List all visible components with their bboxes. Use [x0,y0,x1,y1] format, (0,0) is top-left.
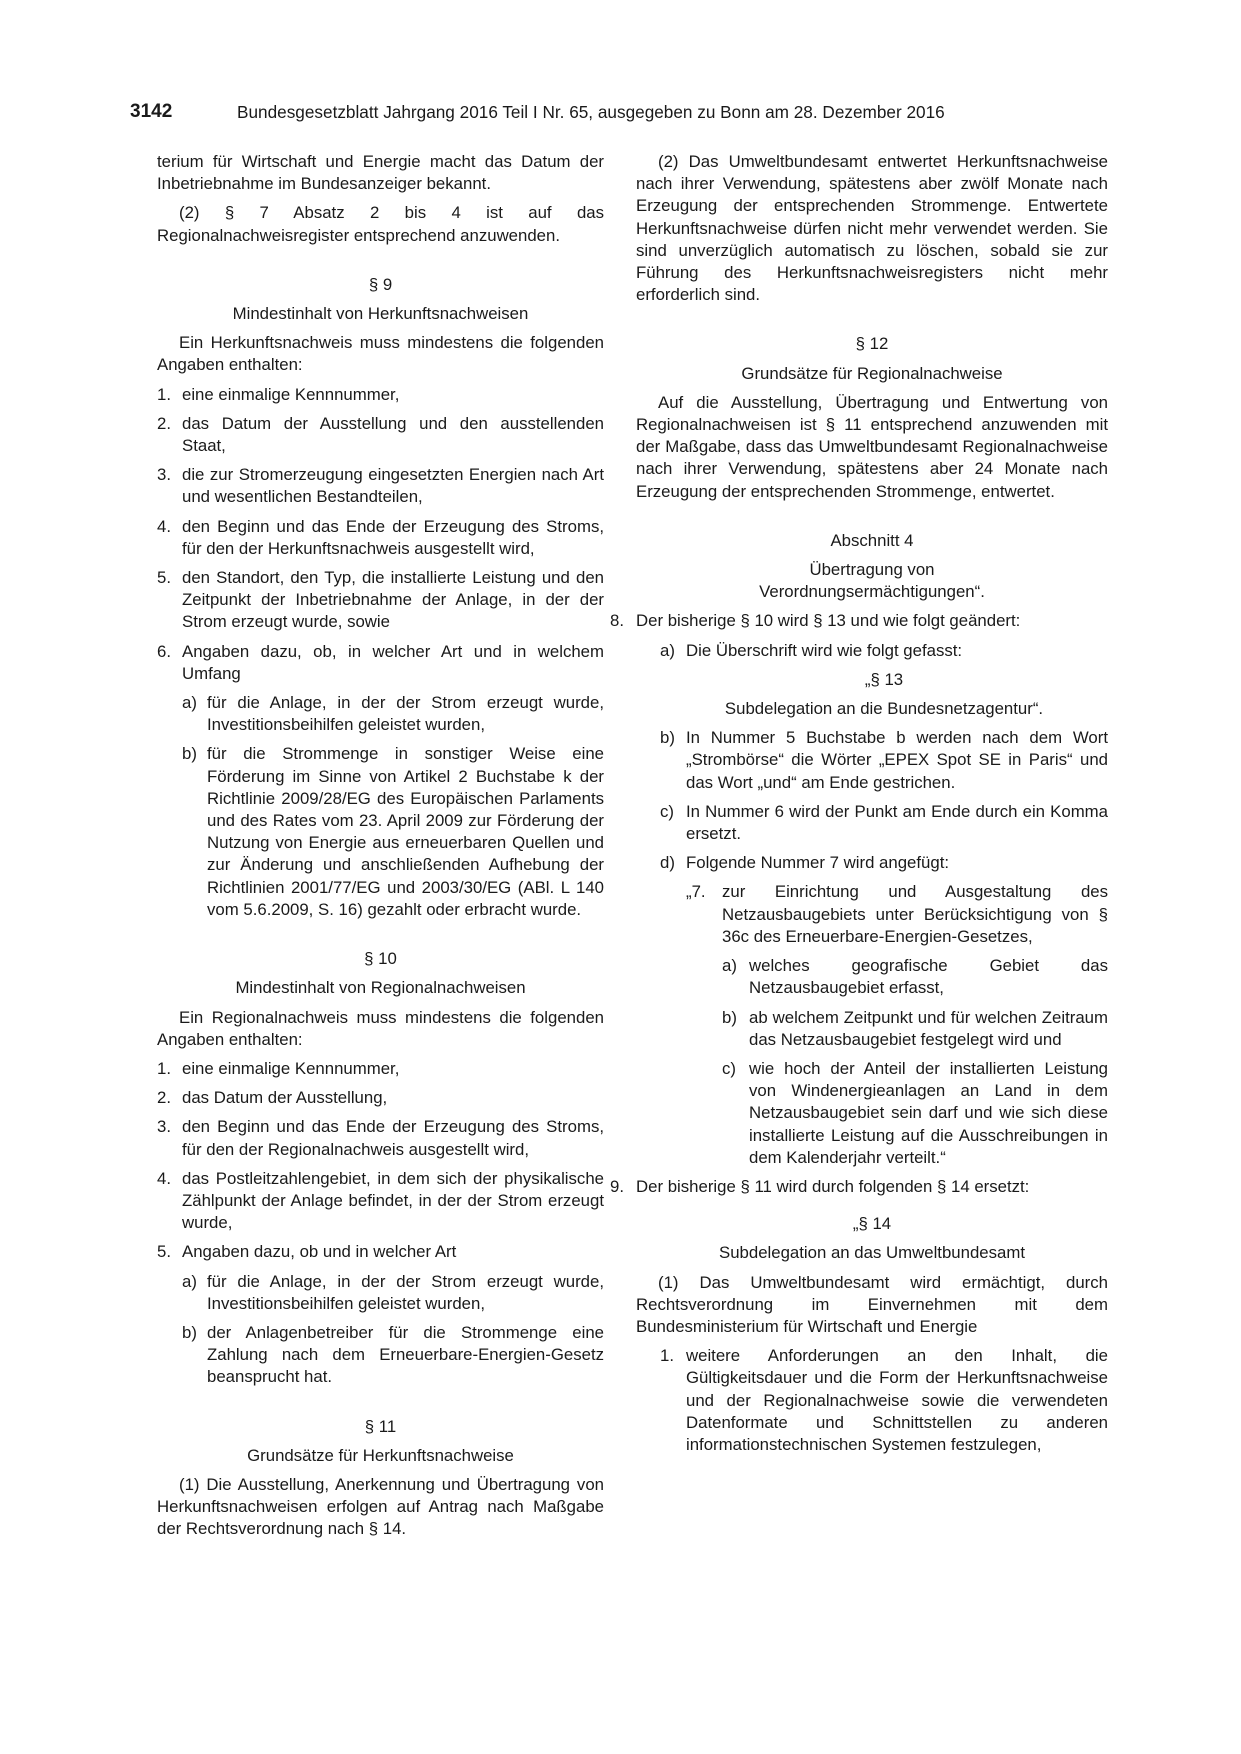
sub-list-item [157,1322,604,1389]
list-item [157,464,604,508]
list-number: 3. [157,465,171,485]
list-text: für die Anlage, in der der Strom erzeugt wurde, Investitionsbeihilfen geleistet wurden, [207,1271,604,1313]
left-column [157,151,604,1541]
quoted-sub-item [636,1058,1108,1169]
list-number: 9. [610,1176,624,1196]
list-text: ab welchem Zeitpunkt und für welchen Zeitraum das Netzausbaugebiet festgelegt wird und [749,1007,1108,1049]
list-text: den Beginn und das Ende der Erzeugung des Stroms, für den der Herkunftsnachweis ausgestellt wird, [182,516,604,558]
paragraph: Auf die Ausstellung, Übertragung und Entwertung von Regionalnachweisen ist § 11 entsprechend anzuwenden mit der Maßgabe, dass das Umweltbundesamt Regionalnachweise nach ihrer Verwendung, spätestens aber 24 Monate nach Erzeugung der entsprechenden Strommenge, entwertet. [636,392,1108,501]
section-heading: § 10 [364,949,397,969]
sub-list-item [636,640,1108,662]
list-number: 2. [157,413,171,433]
list-number: 1. [660,1346,674,1366]
chapter-title-line: Verordnungsermächtigungen“. [759,582,985,602]
list-text: weitere Anforderungen an den Inhalt, die Gültigkeitsdauer und die Form der Herkunftsnachweise und der Regionalnachweise sowie die verwendeten Datenformate und Schnittstellen zu anderen informationstechnischen Systemen festzulegen, [686,1346,1108,1454]
paragraph: Ein Herkunftsnachweis muss mindestens die folgenden Angaben enthalten: [157,333,604,375]
list-text: Die Überschrift wird wie folgt gefasst: [686,640,963,660]
sub-list-item [157,692,604,736]
list-text: den Standort, den Typ, die installierte Leistung und den Zeitpunkt der Inbetriebnahme der Anlage, in der der Strom erzeugt wurde, sowie [182,568,604,632]
list-text: Folgende Nummer 7 wird angefügt: [686,853,950,873]
list-letter: a) [722,956,737,976]
list-text: das Postleitzahlengebiet, in dem sich der physikalische Zählpunkt der Anlage befindet, in der der Strom erzeugt wurde, [182,1168,604,1233]
quoted-sub-item [636,1007,1108,1051]
sub-list-item [157,743,604,921]
list-text: für die Strommenge in sonstiger Weise eine Förderung im Sinne von Artikel 2 Buchstabe k der Richtlinie 2009/28/EG des Europäischen Parlaments und des Rates vom 23. April 2009 zur Förderung der Nutzung von Energie aus erneuerbaren Quellen und zur Änderung und anschließenden Aufhebung der Richtlinien 2001/77/EG und 2003/30/EG (ABl. L 140 vom 5.6.2009, S. 16) gezahlt oder erbracht wurde. [207,744,604,919]
list-letter: a) [182,693,197,713]
sub-list-item [636,852,1108,874]
running-title: Bundesgesetzblatt Jahrgang 2016 Teil I Nr. 65, ausgegeben zu Bonn am 28. Dezember 2016 [237,102,945,122]
list-item [157,1116,604,1160]
list-item [157,567,604,634]
list-text: In Nummer 5 Buchstabe b werden nach dem Wort „Strombörse“ die Wörter „EPEX Spot SE in Paris“ und das Wort „und“ am Ende gestrichen. [686,728,1108,792]
list-text: Angaben dazu, ob, in welcher Art und in welchem Umfang [182,641,604,683]
list-letter: b) [182,744,197,764]
right-column [610,151,1108,1456]
section-heading: § 12 [855,334,889,354]
list-number: „7. [686,882,706,902]
list-item [157,641,604,685]
list-number: 5. [157,568,171,588]
list-text: Der bisherige § 10 wird § 13 und wie folgt geändert: [636,611,1021,631]
list-item [157,413,604,457]
list-text: der Anlagenbetreiber für die Strommenge eine Zahlung nach dem Erneuerbare-Energien-Gesetz beansprucht hat. [207,1322,604,1387]
quoted-list-item [636,881,1108,948]
list-text: das Datum der Ausstellung und den ausstellenden Staat, [182,413,604,456]
paragraph: Ein Regionalnachweis muss mindestens die folgenden Angaben enthalten: [157,1007,604,1049]
list-letter: b) [722,1007,737,1027]
list-letter: b) [182,1322,197,1342]
list-letter: b) [660,728,675,748]
list-text: den Beginn und das Ende der Erzeugung des Stroms, für den der Regionalnachweis ausgestellt wird, [182,1117,604,1159]
sub-list-item [636,727,1108,794]
list-item [636,1345,1108,1456]
list-text: eine einmalige Kennnummer, [182,384,400,404]
list-text: Angaben dazu, ob und in welcher Art [182,1242,457,1262]
section-title: Subdelegation an das Umweltbundesamt [719,1243,1025,1263]
paragraph: (2) Das Umweltbundesamt entwertet Herkunftsnachweise nach ihrer Verwendung, spätestens aber zwölf Monate nach Erzeugung der entsprechenden Strommenge. Entwertete Herkunftsnachweise dürfen nicht mehr verwendet werden. Sie sind unverzüglich automatisch zu löschen, sobald sie zur Führung des Herkunftsnachweisregisters nicht mehr erforderlich sind. [636,152,1108,305]
list-text: zur Einrichtung und Ausgestaltung des Netzausbaugebiets unter Berücksichtigung von § 36c des Erneuerbare-Energien-Gesetzes, [722,882,1108,946]
list-number: 8. [610,611,624,631]
section-title: Subdelegation an die Bundesnetzagentur“. [724,699,1044,719]
list-text: wie hoch der Anteil der installierten Leistung von Windenergieanlagen an Land in dem Netzausbaugebiet sein darf und wie sich diese installierte Leistung auf die Ausschreibungen in dem Kalenderjahr verteilt.“ [749,1058,1108,1167]
section-heading: § 11 [364,1416,397,1436]
list-number: 1. [157,1058,171,1078]
chapter-heading: Abschnitt 4 [830,530,914,550]
section-title: Grundsätze für Regionalnachweise [741,363,1003,383]
list-number: 1. [157,384,171,404]
list-item [157,1087,604,1109]
section-heading: „§ 14 [852,1214,892,1234]
section-title: Mindestinhalt von Herkunftsnachweisen [232,304,529,324]
section-heading: „§ 13 [864,669,904,689]
list-text: eine einmalige Kennnummer, [182,1058,400,1078]
list-text: In Nummer 6 wird der Punkt am Ende durch ein Komma ersetzt. [686,801,1108,844]
list-letter: c) [722,1058,736,1078]
list-letter: c) [660,801,674,821]
list-item [157,516,604,560]
list-item [157,1241,604,1263]
list-number: 4. [157,1168,171,1188]
paragraph: (1) Das Umweltbundesamt wird ermächtigt, durch Rechtsverordnung im Einvernehmen mit dem Bundesministerium für Wirtschaft und Energie [636,1272,1108,1336]
list-item [610,1176,1108,1198]
list-letter: a) [660,640,675,660]
list-text: für die Anlage, in der der Strom erzeugt wurde, Investitionsbeihilfen geleistet wurden, [207,693,604,735]
paragraph: terium für Wirtschaft und Energie macht das Datum der Inbetriebnahme im Bundesanzeiger bekannt. [157,152,604,194]
list-item [157,1058,604,1080]
list-number: 5. [157,1242,171,1262]
list-item [157,384,604,406]
list-text: welches geografische Gebiet das Netzausbaugebiet erfasst, [749,956,1108,998]
section-title: Mindestinhalt von Regionalnachweisen [235,978,526,998]
sub-list-item [636,801,1108,845]
list-number: 6. [157,641,171,661]
list-letter: d) [660,853,675,873]
list-item [610,610,1108,632]
page-number: 3142 [130,101,173,122]
chapter-title-line: Übertragung von [809,560,935,580]
list-item [157,1168,604,1235]
list-letter: a) [182,1271,197,1291]
list-text: die zur Stromerzeugung eingesetzten Energien nach Art und wesentlichen Bestandteilen, [182,465,604,507]
list-number: 4. [157,516,171,536]
sub-list-item [157,1271,604,1315]
section-title: Grundsätze für Herkunftsnachweise [247,1445,514,1465]
section-heading: § 9 [368,274,393,294]
page-header [130,101,1110,127]
quoted-sub-item [636,955,1108,999]
paragraph: (1) Die Ausstellung, Anerkennung und Übertragung von Herkunftsnachweisen erfolgen auf Antrag nach Maßgabe der Rechtsverordnung nach § 14. [157,1474,604,1539]
list-text: Der bisherige § 11 wird durch folgenden § 14 ersetzt: [636,1176,1030,1196]
paragraph: (2) § 7 Absatz 2 bis 4 ist auf das Regionalnachweisregister entsprechend anzuwenden. [157,203,604,245]
list-text: das Datum der Ausstellung, [182,1088,388,1108]
list-number: 2. [157,1088,171,1108]
list-number: 3. [157,1117,171,1137]
